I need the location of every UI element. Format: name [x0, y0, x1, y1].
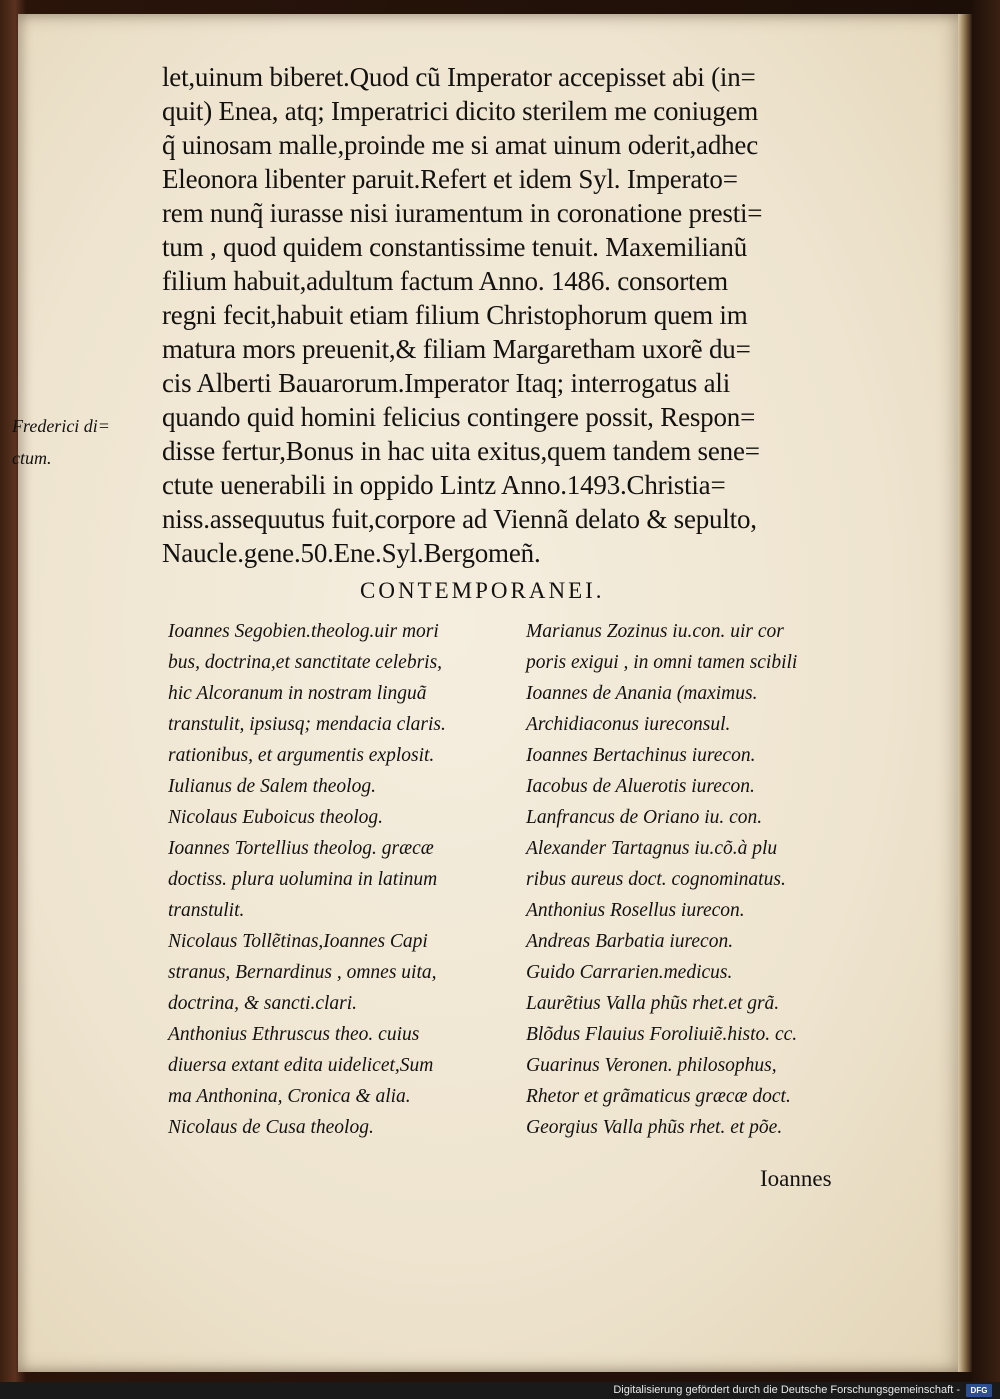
body-line: quit) Enea, atq; Imperatrici dicito sterilem me coniugem	[162, 96, 759, 126]
body-line: disse fertur,Bonus in hac uita exitus,quem tandem sene=	[162, 436, 760, 466]
dfg-logo: DFG	[966, 1384, 992, 1397]
body-line: rem nunq̃ iurasse nisi iuramentum in coronatione presti=	[162, 198, 763, 228]
list-item: bus, doctrina,et sanctitate celebris,	[168, 652, 443, 673]
list-item: Lanfrancus de Oriano iu. con.	[526, 807, 763, 828]
footer-bar	[0, 1382, 1000, 1399]
funding-credit: Digitalisierung gefördert durch die Deutsche Forschungsgemeinschaft -	[613, 1384, 960, 1396]
list-item: Ioannes de Anania (maximus.	[526, 683, 758, 704]
list-item: Marianus Zozinus iu.con. uir cor	[526, 621, 784, 642]
list-item: Anthonius Ethruscus theo. cuius	[168, 1024, 420, 1045]
body-line: tum , quod quidem constantissime tenuit. Maxemilianũ	[162, 232, 748, 262]
list-item: Ioannes Segobien.theolog.uir mori	[168, 621, 439, 642]
catchword: Ioannes	[760, 1166, 832, 1191]
list-item: ribus aureus doct. cognominatus.	[526, 869, 786, 890]
contemporaries-right-column	[526, 616, 886, 1143]
section-heading: CONTEMPORANEI.	[360, 578, 605, 603]
list-item: Andreas Barbatia iurecon.	[526, 931, 734, 952]
body-line: matura mors preuenit,& filiam Margaretham uxorẽ du=	[162, 334, 751, 364]
list-item: Archidiaconus iureconsul.	[526, 714, 731, 735]
list-item: doctiss. plura uolumina in latinum	[168, 869, 438, 890]
list-item: rationibus, et argumentis explosit.	[168, 745, 435, 766]
list-item: Nicolaus de Cusa theolog.	[168, 1117, 374, 1138]
list-item: transtulit.	[168, 900, 245, 921]
page-edge	[958, 14, 972, 1372]
margin-note-line: ctum.	[12, 448, 52, 468]
body-line: filium habuit,adultum factum Anno. 1486. consortem	[162, 266, 728, 296]
list-item: Ioannes Tortellius theolog. græcæ	[168, 838, 434, 859]
list-item: Iulianus de Salem theolog.	[168, 776, 376, 797]
body-line: Eleonora libenter paruit.Refert et idem Syl. Imperato=	[162, 164, 738, 194]
list-item: Guarinus Veronen. philosophus,	[526, 1055, 777, 1076]
list-item: stranus, Bernardinus , omnes uita,	[168, 962, 437, 983]
list-item: Ioannes Bertachinus iurecon.	[526, 745, 756, 766]
list-item: Guido Carrarien.medicus.	[526, 962, 733, 983]
list-item: Anthonius Rosellus iurecon.	[526, 900, 745, 921]
list-item: Georgius Valla phũs rhet. et põe.	[526, 1117, 783, 1138]
body-line: niss.assequutus fuit,corpore ad Viennã delato & sepulto,	[162, 504, 757, 534]
body-line: let,uinum biberet.Quod cũ Imperator accepisset abi (in=	[162, 62, 756, 92]
margin-note-line: Frederici di=	[12, 416, 110, 436]
list-item: poris exigui , in omni tamen scibili	[526, 652, 798, 673]
list-item: Nicolaus Euboicus theolog.	[168, 807, 384, 828]
body-line: q̃ uinosam malle,proinde me si amat uinum oderit,adhec	[162, 130, 758, 160]
body-text	[162, 60, 862, 570]
body-line: ctute uenerabili in oppido Lintz Anno.1493.Christia=	[162, 470, 726, 500]
list-item: Alexander Tartagnus iu.cõ.à plu	[526, 838, 778, 859]
list-item: Iacobus de Aluerotis iurecon.	[526, 776, 755, 797]
list-item: hic Alcoranum in nostram linguã	[168, 683, 427, 704]
list-item: Nicolaus Tollẽtinas,Ioannes Capi	[168, 931, 428, 952]
list-item: Rhetor et grãmaticus græcæ doct.	[526, 1086, 791, 1107]
list-item: doctrina, & sancti.clari.	[168, 993, 358, 1014]
margin-note	[12, 410, 152, 474]
body-line: Naucle.gene.50.Ene.Syl.Bergomeñ.	[162, 538, 541, 568]
list-item: ma Anthonina, Cronica & alia.	[168, 1086, 411, 1107]
body-line: quando quid homini felicius contingere possit, Respon=	[162, 402, 756, 432]
list-item: Laurẽtius Valla phũs rhet.et grã.	[526, 993, 780, 1014]
list-item: transtulit, ipsiusq; mendacia claris.	[168, 714, 446, 735]
list-item: Blõdus Flauius Foroliuiẽ.histo. cc.	[526, 1024, 798, 1045]
list-item: diuersa extant edita uidelicet,Sum	[168, 1055, 434, 1076]
contemporaries-left-column	[168, 616, 528, 1143]
body-line: cis Alberti Bauarorum.Imperator Itaq; interrogatus ali	[162, 368, 731, 398]
body-line: regni fecit,habuit etiam filium Christophorum quem im	[162, 300, 748, 330]
